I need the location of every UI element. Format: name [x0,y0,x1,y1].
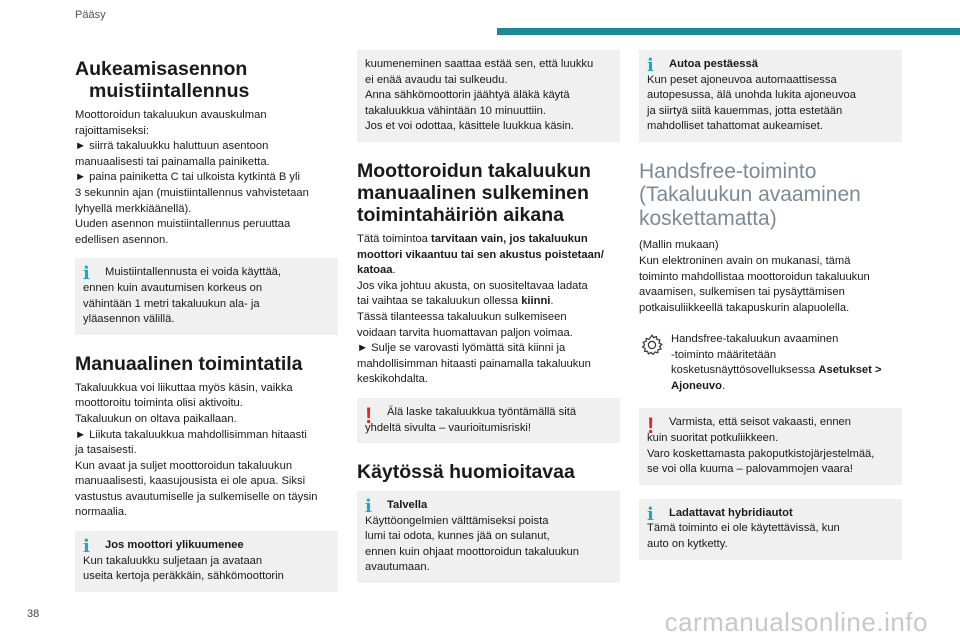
manual-paragraph: Takaluukkua voi liikuttaa myös käsin, vaikka moottoroitu toiminta olisi aktivoitu. Takaluukun on oltava paikallaan. ► Liikuta takaluukkua mahdollisimman hitaasti ja tasaisesti. Kun avaat ja suljet moottoroidun takaluukun manuaalisesti, kaasujousista ei ole apua. Siksi vastustus avautumiselle ja sulkemiselle on täysin normaalia. [75,381,318,519]
heading-manual-mode: Manuaalinen toimintatila [75,352,303,375]
handsfree-paragraph: (Mallin mukaan) Kun elektroninen avain on mukanasi, tämä toiminto mahdollistaa moottoroidun takaluukun avaamisen, sulkemisen tai pysäyttämisen potkaisuliikkeellä takapuskurin alapuolella. [639,239,870,314]
info-icon: i [83,263,90,285]
info-box-wash-title: Autoa pestäessä [669,58,758,70]
info-icon: i [83,536,90,558]
info-box-hybrid-text [647,503,894,553]
memory-paragraph: Moottoroidun takaluukun avauskulman rajoittamiseksi: ► siirrä takaluukku haluttuun asentoon manuaalisesti tai painamalla painiketta. ► paina painiketta C tai ulkoista kytkintä B yli 3 sekunnin ajan (muistiintallennus vahvistetaan lyhyellä merkkiäänellä). Uuden asennon muistiintallennus peruuttaa edellisen asennon. [75,109,309,246]
info-box-winter-body: Käyttöongelmien välttämiseksi poista lumi tai odota, kunnes jää on sulanut, ennen kuin ohjaat moottoroidun takaluukun avautumaan. [365,514,579,574]
info-box-wash [639,50,902,142]
info-box-hybrid-title: Ladattavat hybridiautot [669,506,793,519]
warning-box-kick-text: Varmista, että seisot vakaasti, ennen kuin suoritat potkuliikkeen. Varo koskettamasta pakoputkistojärjestelmää, se voi olla kuuma – palovammojen vaara! [647,416,875,476]
heading-manual-close: Moottoroidun takaluukun manuaalinen sulkeminen toimintahäiriön aikana [357,159,591,226]
section-title: Pääsy [75,9,106,21]
handsfree-settings-paragraph [639,316,902,394]
gear-text-c: . [721,379,726,392]
info-box-overheat-title: Jos moottori ylikuumenee [105,539,244,552]
info-box-winter-title: Talvella [387,499,428,512]
info-icon: i [365,496,372,518]
column-3 [639,50,902,560]
info-box-wash-body: Kun peset ajoneuvoa automaattisessa autopesussa, älä unohda lukita ajoneuvoa ja siirtyä siitä kauemmas, jotta estetään mahdolliset tahattomat aukeamiset. [647,73,856,133]
column-1 [75,50,338,592]
header-accent-bar [497,28,960,35]
info-box-overheat [75,531,338,592]
fault-text-b: tarvitaan vain, jos takaluukun moottori vikaantuu tai sen akustus poistetaan/ katoaa [357,232,604,277]
heading-notes: Käytössä huomioitavaa [357,461,575,484]
gear-icon [639,316,665,363]
info-box-winter [357,491,620,583]
info-box-overheat-text [83,538,330,585]
info-box-memory-text: Muistiintallennusta ei voida käyttää, ennen kuin avautumisen korkeus on vähintään 1 metri takaluukun ala- ja yläasennon välillä. [83,266,281,326]
info-box-memory [75,258,338,334]
column-2 [357,50,620,583]
info-box-hybrid [639,499,902,560]
warning-icon: ! [365,402,373,428]
fault-text-c: . Jos vika johtuu akusta, on suositeltavaa ladata tai vaihtaa se takaluukun ollessa [357,264,588,308]
fault-paragraph [357,232,620,388]
warning-icon: ! [647,413,655,439]
heading-memory-line2: muistiintallennus [89,80,250,102]
warning-box-side [357,398,620,443]
watermark: carmanualsonline.info [664,607,928,637]
fault-text-a: Tätä toimintoa [357,232,431,245]
heading-handsfree: Handsfree-toiminto (Takaluukun avaaminen koskettamatta) [639,159,861,230]
fault-text-d: kiinni [521,295,551,308]
gear-text-a: Handsfree-takaluukun avaaminen -toiminto määritetään kosketusnäyttösovelluksessa [671,333,839,377]
heading-memory-line1: Aukeamisasennon [75,58,248,80]
info-icon: i [647,503,654,525]
info-box-overheat-body: Kun takaluukku suljetaan ja avataan useita kertoja peräkkäin, sähkömoottorin [83,554,284,583]
page-number: 38 [27,608,40,620]
heading-memory [75,58,338,102]
warning-box-side-text: Älä laske takaluukkua työntämällä sitä yhdeltä sivulta – vaurioitumisriski! [365,405,577,434]
info-box-overheat-continued [357,50,620,142]
fault-text-e: . Tässä tilanteessa takaluukun sulkemiseen voidaan tarvita huomattavan paljon voimaa. ► Sulje se varovasti lyömättä sitä kiinni ja mahdollisimman hitaasti painamalla takaluukun keskikohdalta. [357,295,591,386]
info-box-hybrid-body: Tämä toiminto ei ole käytettävissä, kun auto on kytketty. [647,522,840,550]
info-icon: i [647,55,654,76]
info-box-winter-text [365,498,612,576]
warning-box-kick [639,408,902,484]
info-box-continued-text: kuumeneminen saattaa estää sen, että luukku ei enää avaudu tai sulkeudu. Anna sähkömoottorin jäähtyä äläkä käytä takaluukkua vähintään 10 minuuttiin. Jos et voi odottaa, käsittele luukkua käsin. [365,58,594,133]
info-box-wash-text [647,57,894,135]
gear-text-b: Asetukset > Ajoneuvo [671,364,882,392]
